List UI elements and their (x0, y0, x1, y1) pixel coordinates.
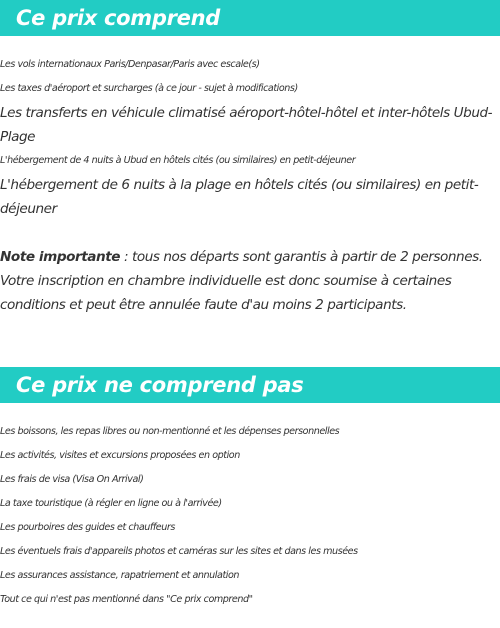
list-item: Les assurances assistance, rapatriement et annulation (0, 570, 240, 581)
includes-list (0, 53, 500, 221)
excludes-list (0, 420, 500, 612)
list-item: L'hébergement de 6 nuits à la plage en hôtels cités (ou similaires) en petit-déjeuner (0, 177, 479, 217)
includes-heading: Ce prix comprend (0, 0, 500, 36)
excludes-heading: Ce prix ne comprend pas (0, 367, 500, 403)
list-item: L'hébergement de 4 nuits à Ubud en hôtels cités (ou similaires) en petit-déjeuner (0, 155, 356, 166)
note-label: Note importante (0, 249, 121, 265)
note-text: : tous nos départs sont garantis à partir de 2 personnes. Votre inscription en chambre individuelle est donc soumise à certaines conditions et peut être annulée faute d'au moins 2 participants. (0, 249, 483, 313)
list-item: Les activités, visites et excursions proposées en option (0, 450, 240, 461)
list-item: Les frais de visa (Visa On Arrival) (0, 474, 144, 485)
list-item: Les boissons, les repas libres ou non-mentionné et les dépenses personnelles (0, 426, 340, 437)
list-item: Les éventuels frais d'appareils photos et caméras sur les sites et dans les musées (0, 546, 358, 557)
important-note (0, 245, 500, 317)
list-item: Les pourboires des guides et chauffeurs (0, 522, 175, 533)
list-item: Les taxes d'aéroport et surcharges (à ce jour - sujet à modifications) (0, 83, 298, 94)
list-item: Tout ce qui n'est pas mentionné dans "Ce prix comprend" (0, 594, 253, 605)
list-item: Les transferts en véhicule climatisé aéroport-hôtel-hôtel et inter-hôtels Ubud-Plage (0, 105, 493, 145)
list-item: Les vols internationaux Paris/Denpasar/Paris avec escale(s) (0, 59, 260, 70)
list-item: La taxe touristique (à régler en ligne ou à l'arrivée) (0, 498, 222, 509)
